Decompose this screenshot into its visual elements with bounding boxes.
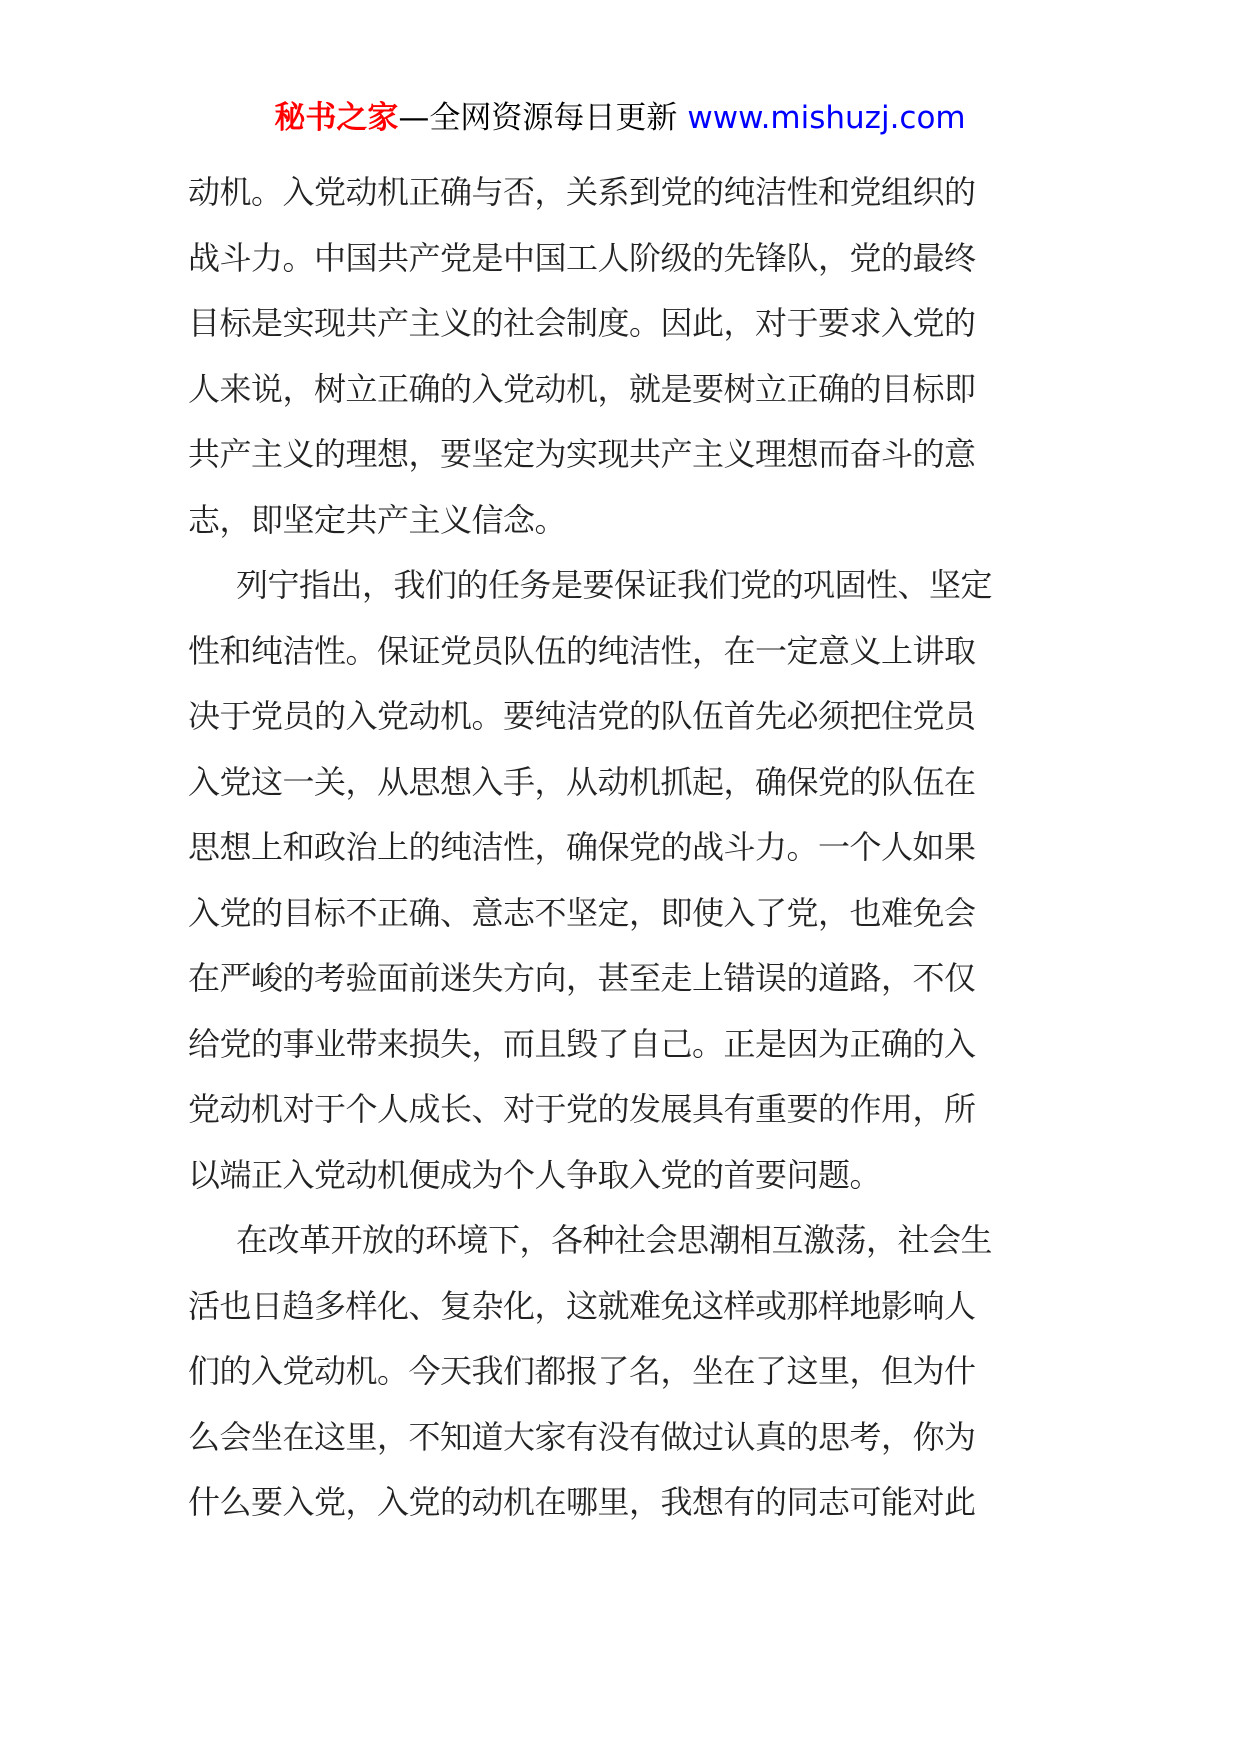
- text-line: 活也日趋多样化、复杂化，这就难免这样或那样地影响人: [188, 1286, 976, 1325]
- text-line: 们的入党动机。今天我们都报了名，坐在了这里，但为什: [188, 1352, 976, 1390]
- text-line: 性和纯洁性。保证党员队伍的纯洁性，在一定意义上讲取: [188, 631, 976, 670]
- website-link[interactable]: www.mishuzj.com: [687, 100, 966, 136]
- brand-name: 秘书之家: [274, 100, 399, 136]
- paragraph-start-line: 在改革开放的环境下，各种社会思潮相互激荡，社会生: [236, 1221, 993, 1259]
- text-line: 决于党员的入党动机。要纯洁党的队伍首先必须把住党员: [188, 697, 976, 735]
- paragraph-start-line: 列宁指出，我们的任务是要保证我们党的巩固性、坚定: [236, 566, 993, 604]
- text-line: 入党的目标不正确、意志不坚定，即使入了党，也难免会: [188, 893, 976, 932]
- text-line: 目标是实现共产主义的社会制度。因此，对于要求入党的: [188, 304, 976, 342]
- page-header: [0, 98, 1240, 138]
- text-line: 什么要入党，入党的动机在哪里，我想有的同志可能对此: [188, 1483, 976, 1521]
- text-line: 么会坐在这里，不知道大家有没有做过认真的思考，你为: [188, 1417, 976, 1456]
- text-line: 战斗力。中国共产党是中国工人阶级的先锋队，党的最终: [188, 238, 976, 277]
- text-line: 入党这一关，从思想入手，从动机抓起，确保党的队伍在: [188, 762, 976, 801]
- text-line: 给党的事业带来损失，而且毁了自己。正是因为正确的入: [188, 1024, 976, 1063]
- text-line: 动机。入党动机正确与否，关系到党的纯洁性和党组织的: [188, 173, 976, 211]
- text-line: 以端正入党动机便成为个人争取入党的首要问题。: [188, 1155, 882, 1194]
- text-line: 人来说，树立正确的入党动机，就是要树立正确的目标即: [188, 369, 976, 408]
- text-line: 志，即坚定共产主义信念。: [188, 500, 567, 539]
- text-line: 共产主义的理想，要坚定为实现共产主义理想而奋斗的意: [188, 435, 976, 473]
- text-line: 在严峻的考验面前迷失方向，甚至走上错误的道路，不仅: [188, 959, 976, 997]
- header-tagline: —全网资源每日更新: [398, 100, 678, 136]
- text-line: 思想上和政治上的纯洁性，确保党的战斗力。一个人如果: [188, 828, 976, 866]
- text-line: 党动机对于个人成长、对于党的发展具有重要的作用，所: [188, 1090, 976, 1128]
- document-body: [188, 160, 1048, 1536]
